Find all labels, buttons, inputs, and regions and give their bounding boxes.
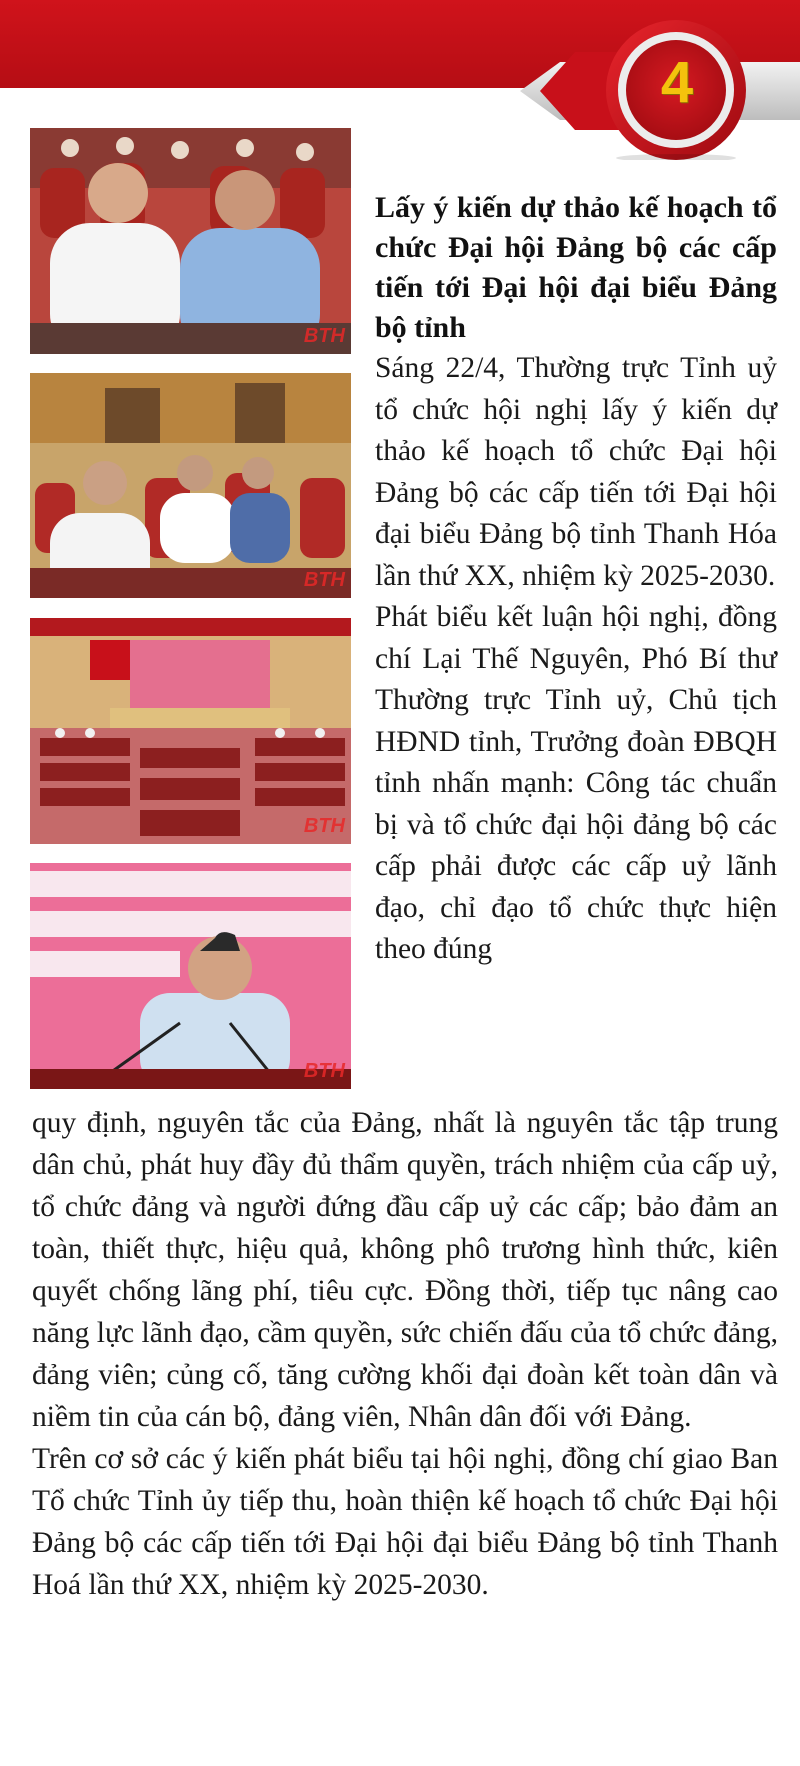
- article-paragraph-1: Sáng 22/4, Thường trực Tỉnh uỷ tổ chức hội nghị lấy ý kiến dự thảo kế hoạch tổ chức Đại hội Đảng bộ các cấp tiến tới Đại hội đại biểu Đảng bộ tỉnh Thanh Hóa lần thứ XX, nhiệm kỳ 2025-2030.: [375, 352, 777, 592]
- article-right-column: [375, 188, 777, 971]
- photo-watermark: BTH: [303, 325, 345, 347]
- article-paragraph-2-start: Phát biểu kết luận hội nghị, đồng chí Lại Thế Nguyên, Phó Bí thư Thường trực Tỉnh uỷ, Chủ tịch HĐND tỉnh, Trưởng đoàn ĐBQH tỉnh nhấn mạnh: Công tác chuẩn bị và tổ chức đại hội đảng bộ các cấp phải được các cấp uỷ lãnh đạo, chỉ đạo tổ chức thực hiện theo đúng: [375, 601, 777, 965]
- photo-attendees-hall: [30, 373, 351, 598]
- article-paragraph-3: Trên cơ sở các ý kiến phát biểu tại hội nghị, đồng chí giao Ban Tổ chức Tỉnh ủy tiếp thu, hoàn thiện kế hoạch tổ chức Đại hội Đảng bộ các cấp tiến tới Đại hội đại biểu Đảng bộ tỉnh Thanh Hoá lần thứ XX, nhiệm kỳ 2025-2030.: [32, 1443, 778, 1601]
- photo-watermark: BTH: [303, 1060, 345, 1082]
- article-headline: Lấy ý kiến dự thảo kế hoạch tổ chức Đại hội Đảng bộ các cấp tiến tới Đại hội đại biểu Đảng bộ tỉnh: [375, 191, 777, 344]
- photo-officials-seated: [30, 128, 351, 354]
- photo-watermark: BTH: [303, 815, 345, 837]
- photo-watermark: BTH: [303, 569, 345, 591]
- article-paragraph-2-end: quy định, nguyên tắc của Đảng, nhất là nguyên tắc tập trung dân chủ, phát huy đầy đủ thẩm quyền, trách nhiệm của cấp uỷ, tổ chức đảng và người đứng đầu cấp uỷ các cấp; bảo đảm an toàn, thiết thực, hiệu quả, không phô trương hình thức, kiên quyết chống lãng phí, tiêu cực. Đồng thời, tiếp tục nâng cao năng lực lãnh đạo, cầm quyền, sức chiến đấu của tổ chức đảng, đảng viên; củng cố, tăng cường khối đại đoàn kết toàn dân và niềm tin của cán bộ, đảng viên, Nhân dân đối với Đảng.: [32, 1107, 778, 1433]
- section-number: 4: [660, 50, 694, 115]
- photo-speaker-podium: [30, 863, 351, 1089]
- photo-conference-hall: [30, 618, 351, 844]
- article-full-width: [32, 1102, 778, 1606]
